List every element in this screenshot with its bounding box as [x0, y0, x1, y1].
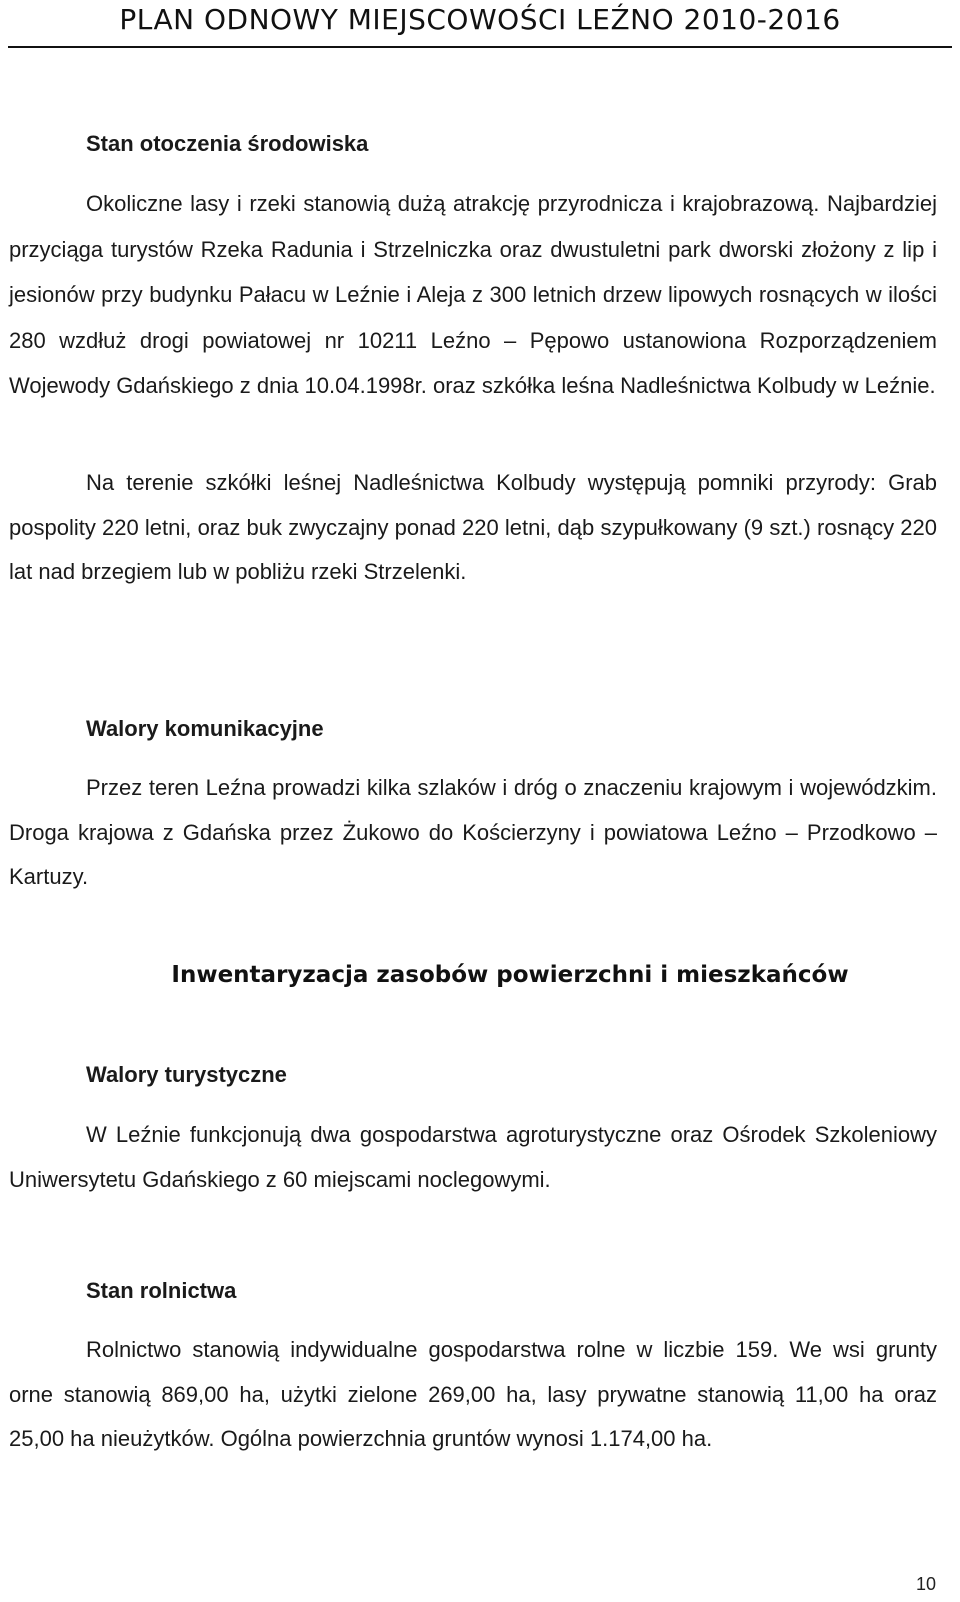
document-title: PLAN ODNOWY MIEJSCOWOŚCI LEŹNO 2010-2016 [119, 3, 841, 36]
environment-paragraph-1: Okoliczne lasy i rzeki stanowią dużą atrakcję przyrodnicza i krajobrazową. Najbardziej przyciąga turystów Rzeka Radunia i Strzelniczka oraz dwustuletni park dworski złożony z lip i jesionów przy budynku Pałacu w Leźnie i Aleja z 300 letnich drzew lipowych rosnących w ilości 280 wzdłuż drogi powiatowej nr 10211 Leźno – Pępowo ustanowiona Rozporządzeniem Wojewody Gdańskiego z dnia 10.04.1998r. oraz szkółka leśna Nadleśnictwa Kolbudy w Leźnie. [9, 191, 937, 398]
heading-tourism: Walory turystyczne [86, 1062, 287, 1087]
environment-paragraph-1-block [9, 181, 937, 409]
transport-paragraph: Przez teren Leźna prowadzi kilka szlaków i dróg o znaczeniu krajowym i wojewódzkim. Droga krajowa z Gdańska przez Żukowo do Kościerzyny i powiatowa Leźno – Przodkowo – Kartuzy. [9, 775, 937, 889]
tourism-paragraph-block [9, 1113, 937, 1202]
page-header [0, 0, 960, 52]
heading-agriculture: Stan rolnictwa [86, 1278, 237, 1303]
heading-environment: Stan otoczenia środowiska [86, 131, 369, 156]
agriculture-paragraph-block [9, 1328, 937, 1462]
environment-paragraph-2: Na terenie szkółki leśnej Nadleśnictwa Kolbudy występują pomniki przyrody: Grab pospolity 220 letni, oraz buk zwyczajny ponad 220 letni, dąb szypułkowany (9 szt.) rosnący 220 lat nad brzegiem lub w pobliżu rzeki Strzelenki. [9, 470, 937, 584]
heading-transport: Walory komunikacyjne [86, 716, 324, 741]
environment-paragraph-2-block [9, 461, 937, 595]
tourism-paragraph: W Leźnie funkcjonują dwa gospodarstwa agroturystyczne oraz Ośrodek Szkoleniowy Uniwersytetu Gdańskiego z 60 miejscami noclegowymi. [9, 1122, 937, 1192]
transport-paragraph-block [9, 766, 937, 900]
page-number: 10 [915, 1574, 936, 1594]
section-title-inventory: Inwentaryzacja zasobów powierzchni i mieszkańców [171, 962, 849, 988]
header-rule [8, 46, 952, 48]
agriculture-paragraph: Rolnictwo stanowią indywidualne gospodarstwa rolne w liczbie 159. We wsi grunty orne stanowią 869,00 ha, użytki zielone 269,00 ha, lasy prywatne stanowią 11,00 ha oraz 25,00 ha nieużytków. Ogólna powierzchnia gruntów wynosi 1.174,00 ha. [9, 1337, 937, 1451]
